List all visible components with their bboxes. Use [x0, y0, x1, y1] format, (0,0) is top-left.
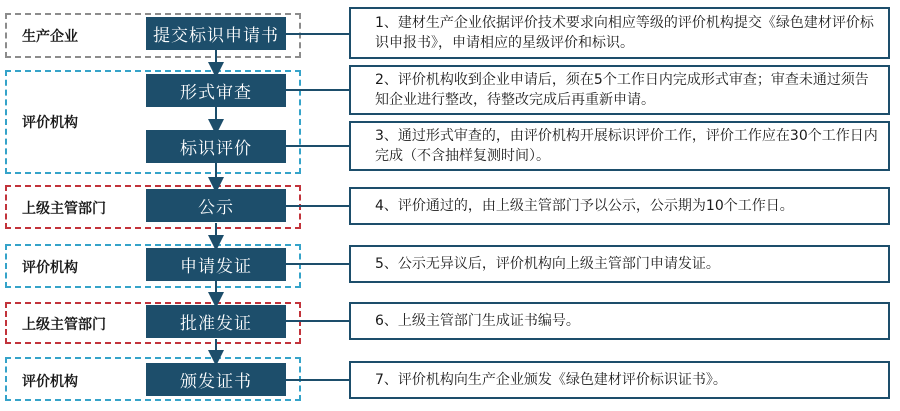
- lane-label: 评价机构: [22, 374, 78, 390]
- step-description: 6、上级主管部门生成证书编号。: [349, 302, 890, 340]
- step-description: 7、评价机构向生产企业颁发《绿色建材评价标识证书》。: [349, 361, 890, 399]
- step-description: 3、通过形式审查的，由评价机构开展标识评价工作，评价工作应在30个工作日内完成（不含抽样复测时间）。: [349, 121, 890, 171]
- step-apply-certificate: 申请发证: [146, 248, 286, 281]
- lane-label: 上级主管部门: [22, 201, 106, 217]
- step-description: 1、建材生产企业依据评价技术要求向相应等级的评价机构提交《绿色建材评价标识申报书》，申请相应的星级评价和标识。: [349, 7, 890, 59]
- step-description: 4、评价通过的，由上级主管部门予以公示，公示期为10个工作日。: [349, 187, 890, 225]
- lane-label: 生产企业: [22, 29, 78, 45]
- step-issue-certificate: 颁发证书: [146, 363, 286, 396]
- step-label-evaluation: 标识评价: [146, 130, 286, 163]
- step-description: 2、评价机构收到企业申请后，须在5个工作日内完成形式审查；审查未通过须告知企业进行整改，待整改完成后再重新申请。: [349, 65, 890, 115]
- lane-label: 评价机构: [22, 115, 78, 131]
- lane-label: 评价机构: [22, 260, 78, 276]
- step-submit-application: 提交标识申请书: [146, 17, 286, 50]
- step-approve-certificate: 批准发证: [146, 305, 286, 338]
- step-formal-review: 形式审查: [146, 74, 286, 107]
- step-description: 5、公示无异议后，评价机构向上级主管部门申请发证。: [349, 245, 890, 283]
- step-public-notice: 公示: [146, 189, 286, 222]
- lane-label: 上级主管部门: [22, 317, 106, 333]
